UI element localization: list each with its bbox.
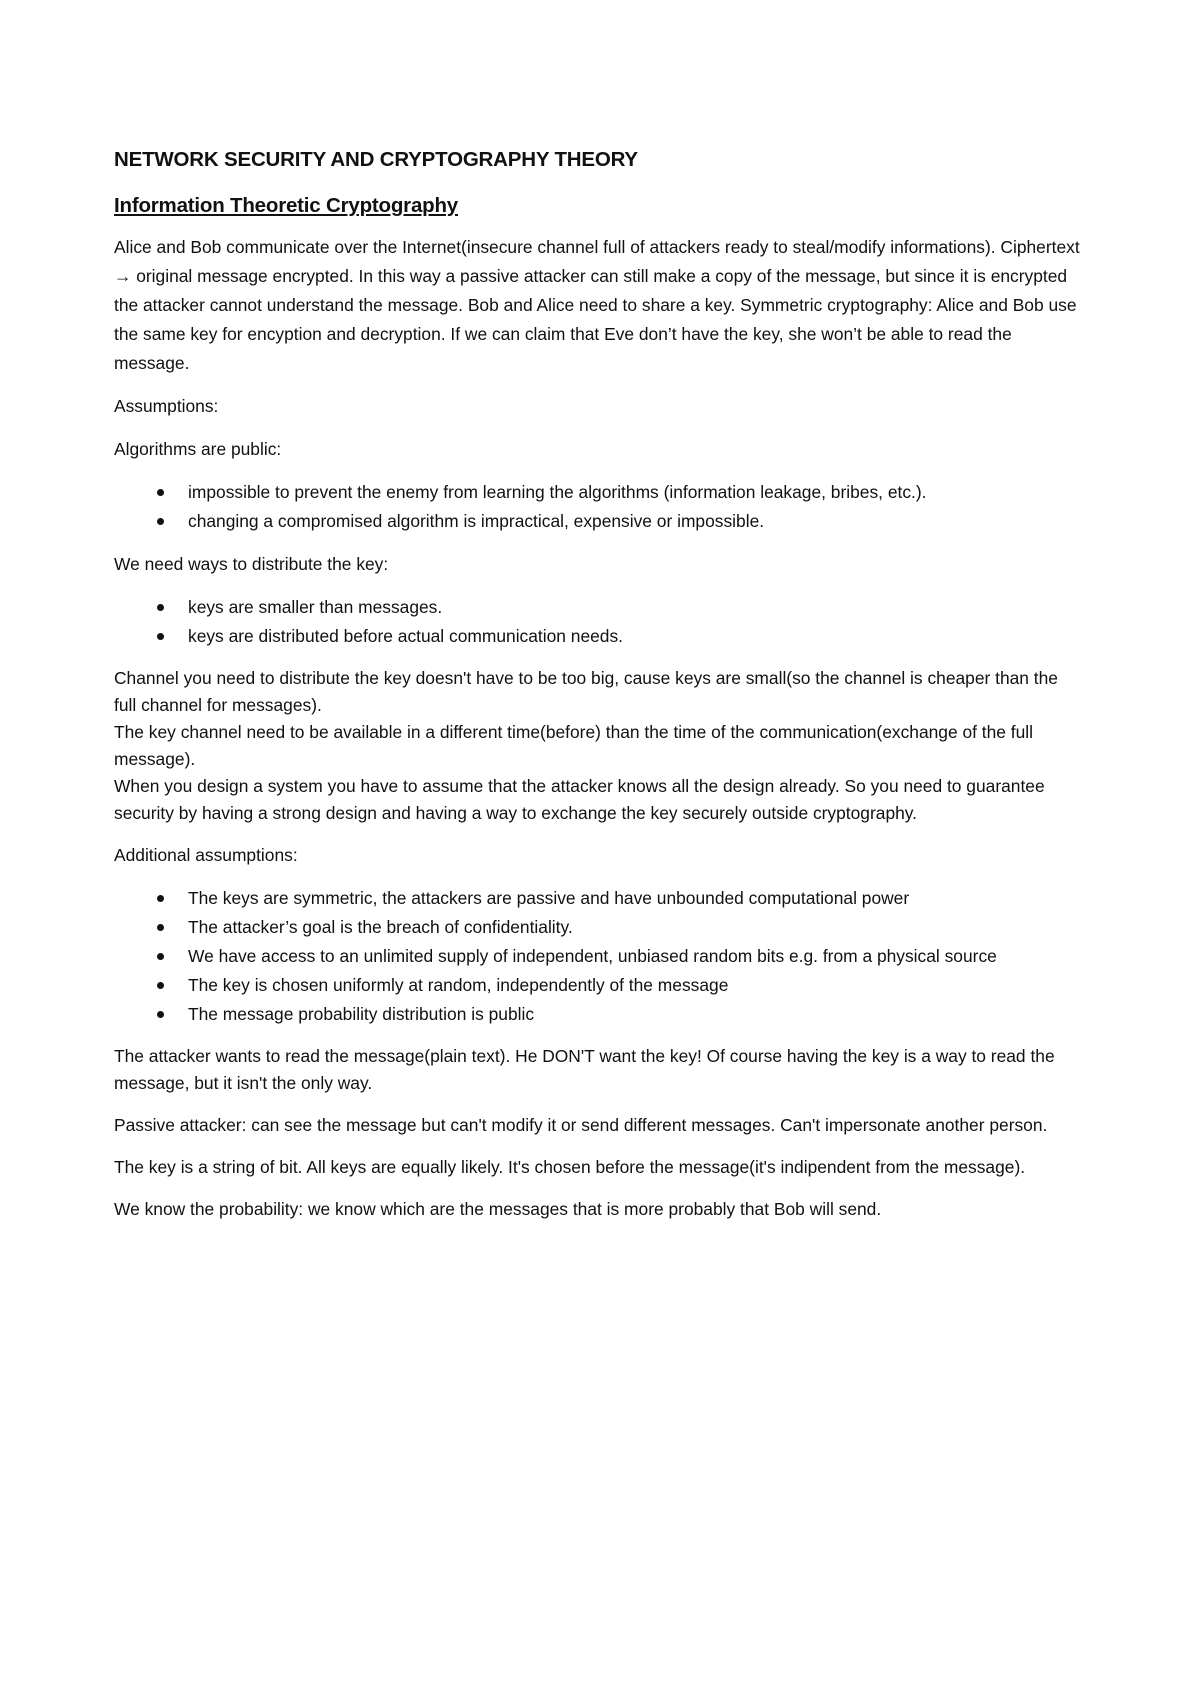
channel-paragraph: The key channel need to be available in a different time(before) than the time of the communication(exchange of the full message).	[114, 722, 1034, 769]
list-item: The message probability distribution is public	[114, 1000, 1080, 1029]
algorithms-label: Algorithms are public:	[114, 439, 282, 459]
channel-paragraph: Channel you need to distribute the key doesn't have to be too big, cause keys are small(so the channel is cheaper than the full channel for messages).	[114, 668, 1058, 715]
assumptions-label: Assumptions:	[114, 396, 219, 416]
probability-paragraph: We know the probability: we know which are the messages that is more probably that Bob will send.	[114, 1199, 882, 1219]
list-item: The key is chosen uniformly at random, independently of the message	[114, 971, 1080, 1000]
list-item: keys are distributed before actual communication needs.	[114, 622, 1080, 651]
channel-paragraph: When you design a system you have to assume that the attacker knows all the design already. So you need to guarantee security by having a strong design and having a way to exchange the key securely outside cryptography.	[114, 776, 1045, 823]
intro-paragraph: Alice and Bob communicate over the Internet(insecure channel full of attackers ready to steal/modify informations). Ciphertext → original message encrypted. In this way a passive attacker can still make a copy of the message, but since it is encrypted the attacker cannot understand the message. Bob and Alice need to share a key. Symmetric cryptography: Alice and Bob use the same key for encyption and decryption. If we can claim that Eve don’t have the key, she won’t be able to read the message.	[114, 237, 1080, 373]
key-string-paragraph: The key is a string of bit. All keys are equally likely. It's chosen before the message(it's indipendent from the message).	[114, 1157, 1026, 1177]
list-item: changing a compromised algorithm is impractical, expensive or impossible.	[114, 507, 1080, 536]
passive-attacker-paragraph: Passive attacker: can see the message but can't modify it or send different messages. Can't impersonate another person.	[114, 1115, 1048, 1135]
list-item: The attacker’s goal is the breach of confidentiality.	[114, 913, 1080, 942]
key-distribution-bullet-list	[114, 593, 1080, 651]
attacker-goal-paragraph: The attacker wants to read the message(plain text). He DON'T want the key! Of course having the key is a way to read the message, but it isn't the only way.	[114, 1046, 1055, 1093]
key-distribution-label: We need ways to distribute the key:	[114, 554, 389, 574]
document-title: NETWORK SECURITY AND CRYPTOGRAPHY THEORY	[114, 148, 638, 171]
list-item: keys are smaller than messages.	[114, 593, 1080, 622]
list-item: impossible to prevent the enemy from learning the algorithms (information leakage, bribes, etc.).	[114, 478, 1080, 507]
section-heading: Information Theoretic Cryptography	[114, 194, 459, 217]
list-item: We have access to an unlimited supply of independent, unbiased random bits e.g. from a physical source	[114, 942, 1080, 971]
additional-assumptions-bullet-list	[114, 884, 1080, 1029]
algorithms-bullet-list	[114, 478, 1080, 536]
additional-assumptions-label: Additional assumptions:	[114, 845, 298, 865]
list-item: The keys are symmetric, the attackers are passive and have unbounded computational power	[114, 884, 1080, 913]
